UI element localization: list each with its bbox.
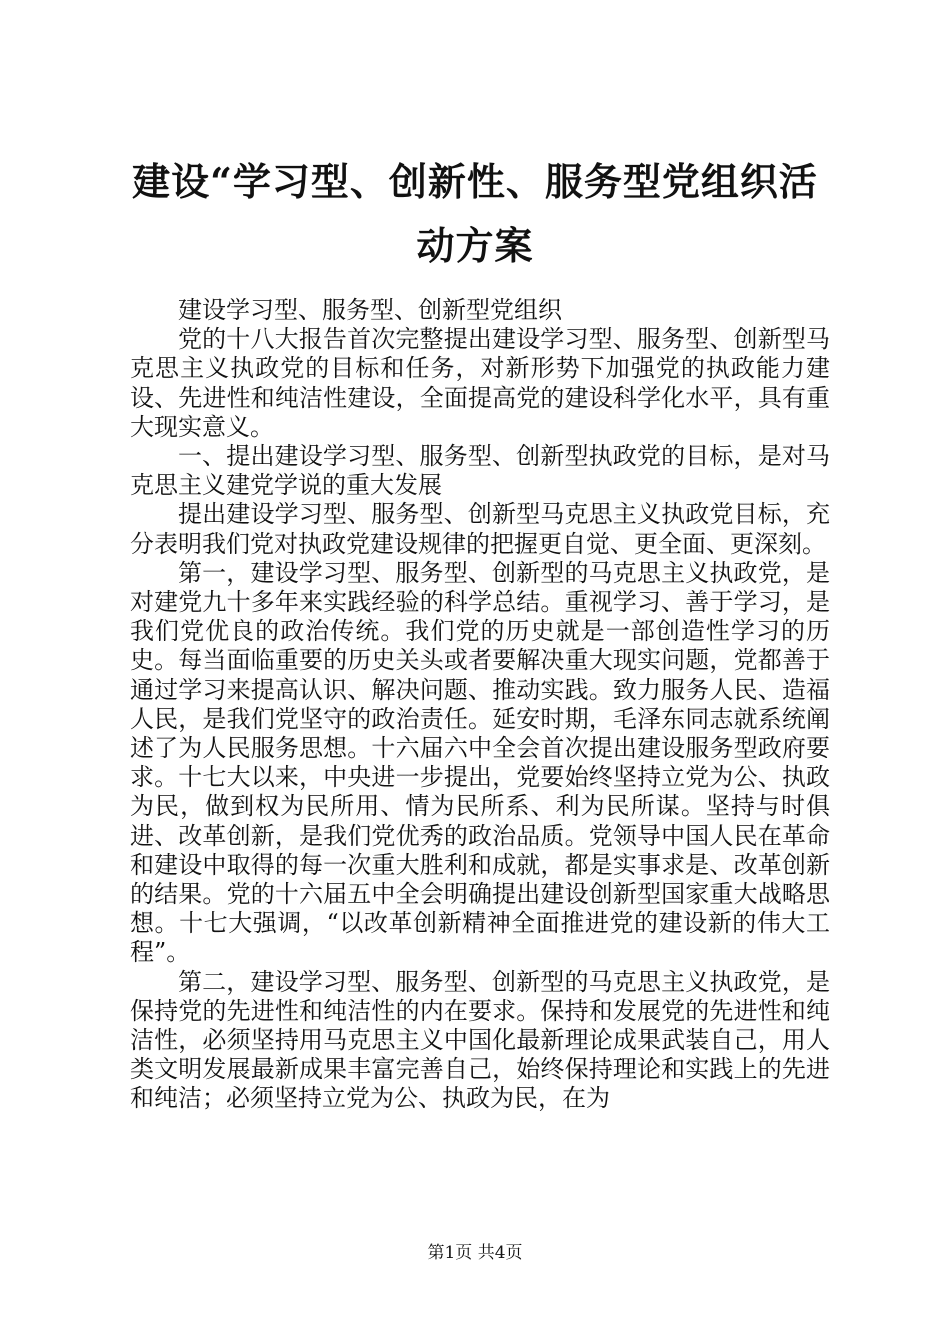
- paragraph-subtitle: 建设学习型、服务型、创新型党组织: [178, 296, 562, 324]
- paragraph-section-summary: 提出建设学习型、服务型、创新型马克思主义执政党目标，充分表明我们党对执政党建设规律的把握更自觉、更全面、更深刻。: [130, 500, 830, 558]
- paragraph-point-two: 第二，建设学习型、服务型、创新型的马克思主义执政党，是保持党的先进性和纯洁性的内在要求。保持和发展党的先进性和纯洁性，必须坚持用马克思主义中国化最新理论成果武装自己，用人类文明发展最新成果丰富完善自己，始终保持理论和实践上的先进和纯洁；必须坚持立党为公、执政为民，在为: [130, 967, 830, 1113]
- paragraph-point-one: 第一，建设学习型、服务型、创新型的马克思主义执政党，是对建党九十多年来实践经验的科学总结。重视学习、善于学习，是我们党优良的政治传统。我们党的历史就是一部创造性学习的历史。每当面临重要的历史关头或者要解决重大现实问题，党都善于通过学习来提高认识、解决问题、推动实践。致力服务人民、造福人民，是我们党坚守的政治责任。延安时期，毛泽东同志就系统阐述了为人民服务思想。十六届六中全会首次提出建设服务型政府要求。十七大以来，中央进一步提出，党要始终坚持立党为公、执政为民，做到权为民所用、情为民所系、利为民所谋。坚持与时俱进、改革创新，是我们党优秀的政治品质。党领导中国人民在革命和建设中取得的每一次重大胜利和成就，都是实事求是、改革创新的结果。党的十六届五中全会明确提出建设创新型国家重大战略思想。十七大强调，“以改革创新精神全面推进党的建设新的伟大工程”。: [130, 558, 830, 967]
- page-footer: 第1页 共4页: [427, 1243, 523, 1263]
- paragraph-section-heading: 一、提出建设学习型、服务型、创新型执政党的目标，是对马克思主义建党学说的重大发展: [130, 442, 830, 500]
- document-body: [130, 296, 830, 1114]
- document-title: 建设“学习型、创新性、服务型党组织活动方案: [132, 159, 818, 268]
- paragraph-intro: 党的十八大报告首次完整提出建设学习型、服务型、创新型马克思主义执政党的目标和任务，对新形势下加强党的执政能力建设、先进性和纯洁性建设，全面提高党的建设科学化水平，具有重大现实意义。: [130, 325, 830, 441]
